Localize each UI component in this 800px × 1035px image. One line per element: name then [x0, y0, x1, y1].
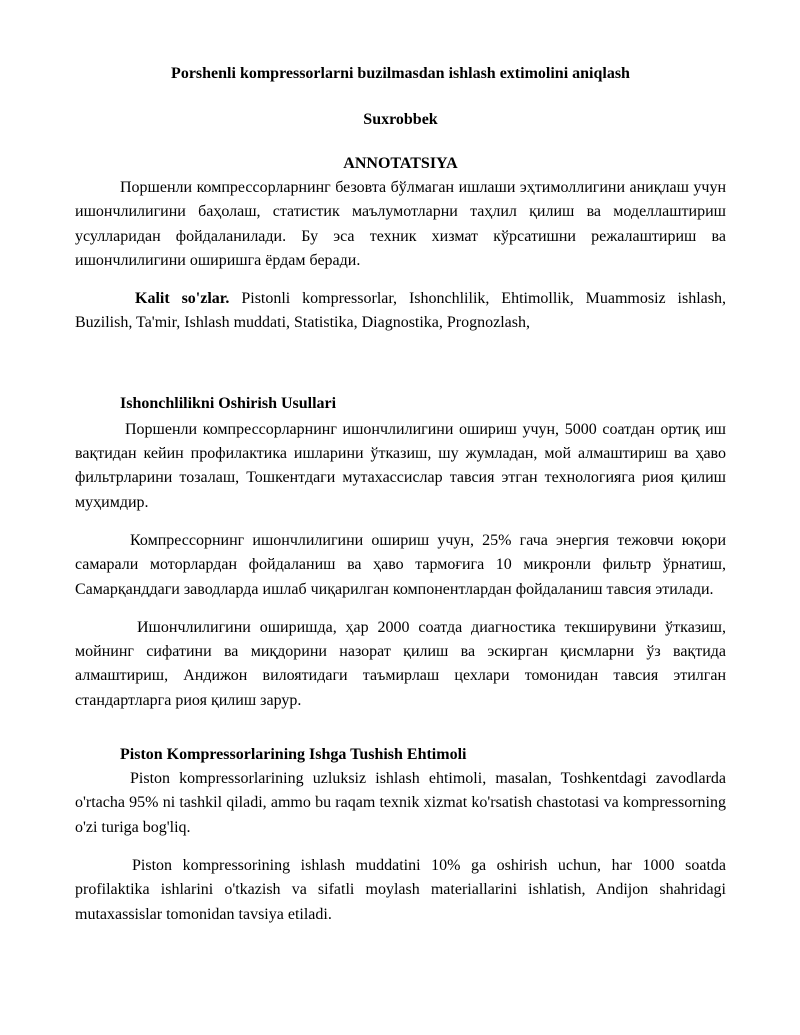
- document-page: [75, 62, 726, 927]
- annotation-heading: ANNOTATSIYA: [343, 155, 458, 172]
- document-title: Porshenli kompressorlarni buzilmasdan ishlash extimolini aniqlash: [171, 65, 630, 82]
- author-name: Suxrobbek: [363, 111, 438, 128]
- section-1-paragraph-3: Ишончлилигини оширишда, ҳар 2000 соатда диагностика текширувини ўтказиш, мойнинг сифатини ва миқдорини назорат қилиш ва эскирган қисмларни ўз вақтида алмаштириш, Андижон вилоятидаги таъмирлаш цехлари томонидан тавсия этилган стандартларга риоя қилиш зарур.: [75, 618, 726, 709]
- section-2-paragraph-1: Piston kompressorlarining uzluksiz ishlash ehtimoli, masalan, Toshkentdagi zavodlarda o'rtacha 95% ni tashkil qiladi, ammo bu raqam texnik xizmat ko'rsatish chastotasi va kompressorning o'zi turiga bog'liq.: [75, 770, 726, 836]
- section-2-paragraph-2: Piston kompressorining ishlash muddatini 10% ga oshirish uchun, har 1000 soatda profilaktika ishlarini o'tkazish va sifatli moylash materiallarini ishlatish, Andijon shahridagi mutaxassislar tomonidan tavsiya etiladi.: [75, 856, 726, 923]
- annotation-paragraph: Поршенли компрессорларнинг безовта бўлмаган ишлаши эҳтимоллигини аниқлаш учун ишончлилигини баҳолаш, статистик маълумотларни таҳлил қилиш ва моделлаштириш усулларидан фойдаланилади. Бу эса техник хизмат кўрсатишни режалаштириш ва ишончлилигини оширишга ёрдам беради.: [75, 179, 726, 269]
- keywords-paragraph: [75, 287, 726, 336]
- section-heading-reliability-methods: Ishonchlilikni Oshirish Usullari: [120, 394, 337, 412]
- section-1-paragraph-1: Поршенли компрессорларнинг ишончлилигини ошириш учун, 5000 соатдан ортиқ иш вақтидан кейин профилактика ишларини ўтказиш, шу жумладан, мой алмаштириш ва ҳаво фильтрларини тозалаш, Тошкентдаги мутахассислар тавсия этган технологияга риоя қилиш муҳимдир.: [75, 420, 726, 511]
- section-heading-startup-probability: Piston Kompressorlarining Ishga Tushish Ehtimoli: [120, 746, 467, 764]
- section-1-paragraph-2: Компрессорнинг ишончлилигини ошириш учун, 25% гача энергия тежовчи юқори самарали моторлардан фойдаланиш ва ҳаво тармоғига 10 микронли фильтр ўрнатиш, Самарқанддаги заводларда ишлаб чиқарилган компонентлардан фойдаланиш тавсия этилади.: [75, 531, 726, 598]
- keywords-label: Kalit so'zlar.: [135, 290, 230, 308]
- keywords-list: Pistonli kompressorlar, Ishonchlilik, Ehtimollik, Muammosiz ishlash, Buzilish, Ta'mir, Ishlash muddati, Statistika, Diagnostika, Prognozlash,: [75, 290, 727, 332]
